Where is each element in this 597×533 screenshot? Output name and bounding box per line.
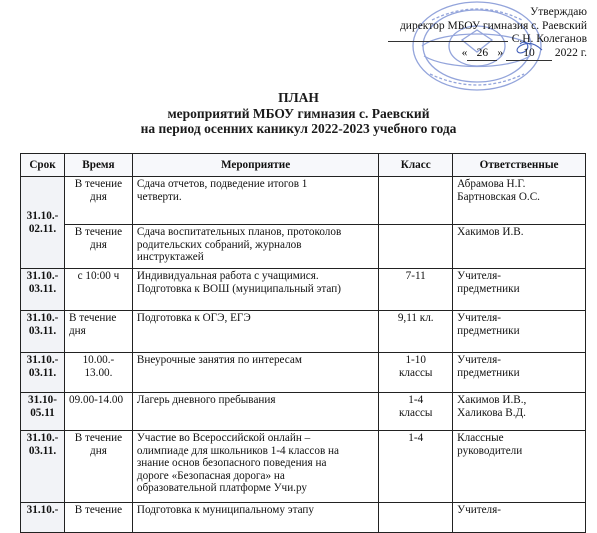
- date-month: 10: [506, 47, 552, 62]
- table-row: [21, 503, 586, 533]
- cell-srok: 31.10.- 02.11.: [21, 177, 65, 269]
- cell-responsible: Абрамова Н.Г. Бартновская О.С.: [453, 177, 586, 225]
- cell-srok: 31.10- 05.11: [21, 393, 65, 431]
- table-row: [21, 431, 586, 503]
- cell-srok: 31.10.-: [21, 503, 65, 533]
- cell-event: Сдача воспитательных планов, протоколов родительских собраний, журналов инструктажей: [132, 225, 378, 269]
- document-title: [0, 90, 597, 137]
- title-line-3: на период осенних каникул 2022-2023 учебного года: [140, 121, 457, 136]
- header-responsible: Ответственные: [453, 154, 586, 177]
- cell-class: 1-4 классы: [379, 393, 453, 431]
- cell-event: Участие во Всероссийской онлайн – олимпиаде для школьников 1-4 классов на знание основ безопасного поведения на дороге «Безопасная дорога» на образовательной платформе Учи.ру: [132, 431, 378, 503]
- approval-position: директор МБОУ гимназия с. Раевский: [399, 19, 587, 32]
- approval-heading: Утверждаю: [530, 6, 587, 18]
- cell-responsible: Классные руководители: [453, 431, 586, 503]
- cell-class: 1-4: [379, 431, 453, 503]
- cell-class: 9,11 кл.: [379, 311, 453, 353]
- title-line-1: ПЛАН: [278, 90, 319, 105]
- cell-event: Внеурочные занятия по интересам: [132, 353, 378, 393]
- cell-srok: 31.10.- 03.11.: [21, 269, 65, 311]
- cell-time: В течение: [64, 503, 132, 533]
- title-line-2: мероприятий МБОУ гимназия с. Раевский: [167, 105, 430, 121]
- cell-responsible: Хакимов И.В.: [453, 225, 586, 269]
- cell-class: 1-10 классы: [379, 353, 453, 393]
- cell-event: Сдача отчетов, подведение итогов 1 четверти.: [132, 177, 378, 225]
- approval-director-name: С.Н. Колеганов: [511, 33, 587, 45]
- cell-time: В течение дня: [64, 177, 132, 225]
- header-event: Мероприятие: [132, 154, 378, 177]
- table-header-row: [21, 154, 586, 177]
- cell-class: [379, 503, 453, 533]
- cell-responsible: Учителя- предметники: [453, 353, 586, 393]
- cell-responsible: Учителя- предметники: [453, 311, 586, 353]
- cell-event: Лагерь дневного пребывания: [132, 393, 378, 431]
- header-time: Время: [64, 154, 132, 177]
- plan-table: [20, 153, 586, 533]
- cell-responsible: Учителя-: [453, 503, 586, 533]
- cell-event: Подготовка к муниципальному этапу: [132, 503, 378, 533]
- approval-signature-line: [388, 33, 587, 47]
- table-row: [21, 353, 586, 393]
- header-srok: Срок: [21, 154, 65, 177]
- cell-class: [379, 177, 453, 225]
- table-row: [21, 177, 586, 225]
- cell-time: В течение дня: [64, 311, 132, 353]
- table-row: [21, 393, 586, 431]
- cell-srok: 31.10.- 03.11.: [21, 311, 65, 353]
- date-year: 2022 г.: [554, 46, 587, 59]
- date-day: 26: [467, 47, 497, 62]
- date-open-quote: «: [461, 46, 468, 59]
- cell-responsible: Учителя- предметники: [453, 269, 586, 311]
- cell-time: 09.00-14.00: [64, 393, 132, 431]
- cell-responsible: Хакимов И.В., Халикова В.Д.: [453, 393, 586, 431]
- cell-event: Индивидуальная работа с учащимися. Подготовка к ВОШ (муниципальный этап): [132, 269, 378, 311]
- cell-class: 7-11: [379, 269, 453, 311]
- date-close-quote: »: [497, 46, 504, 59]
- table-row: [21, 269, 586, 311]
- approval-block: [388, 6, 587, 61]
- cell-srok: 31.10.- 03.11.: [21, 431, 65, 503]
- table-row: [21, 225, 586, 269]
- cell-time: 10.00.- 13.00.: [64, 353, 132, 393]
- signature-underline: [388, 41, 508, 42]
- cell-srok: 31.10.- 03.11.: [21, 353, 65, 393]
- cell-event: Подготовка к ОГЭ, ЕГЭ: [132, 311, 378, 353]
- header-class: Класс: [379, 154, 453, 177]
- table-row: [21, 311, 586, 353]
- cell-time: с 10:00 ч: [64, 269, 132, 311]
- approval-date: [462, 47, 587, 62]
- cell-class: [379, 225, 453, 269]
- cell-time: В течение дня: [64, 431, 132, 503]
- cell-time: В течение дня: [64, 225, 132, 269]
